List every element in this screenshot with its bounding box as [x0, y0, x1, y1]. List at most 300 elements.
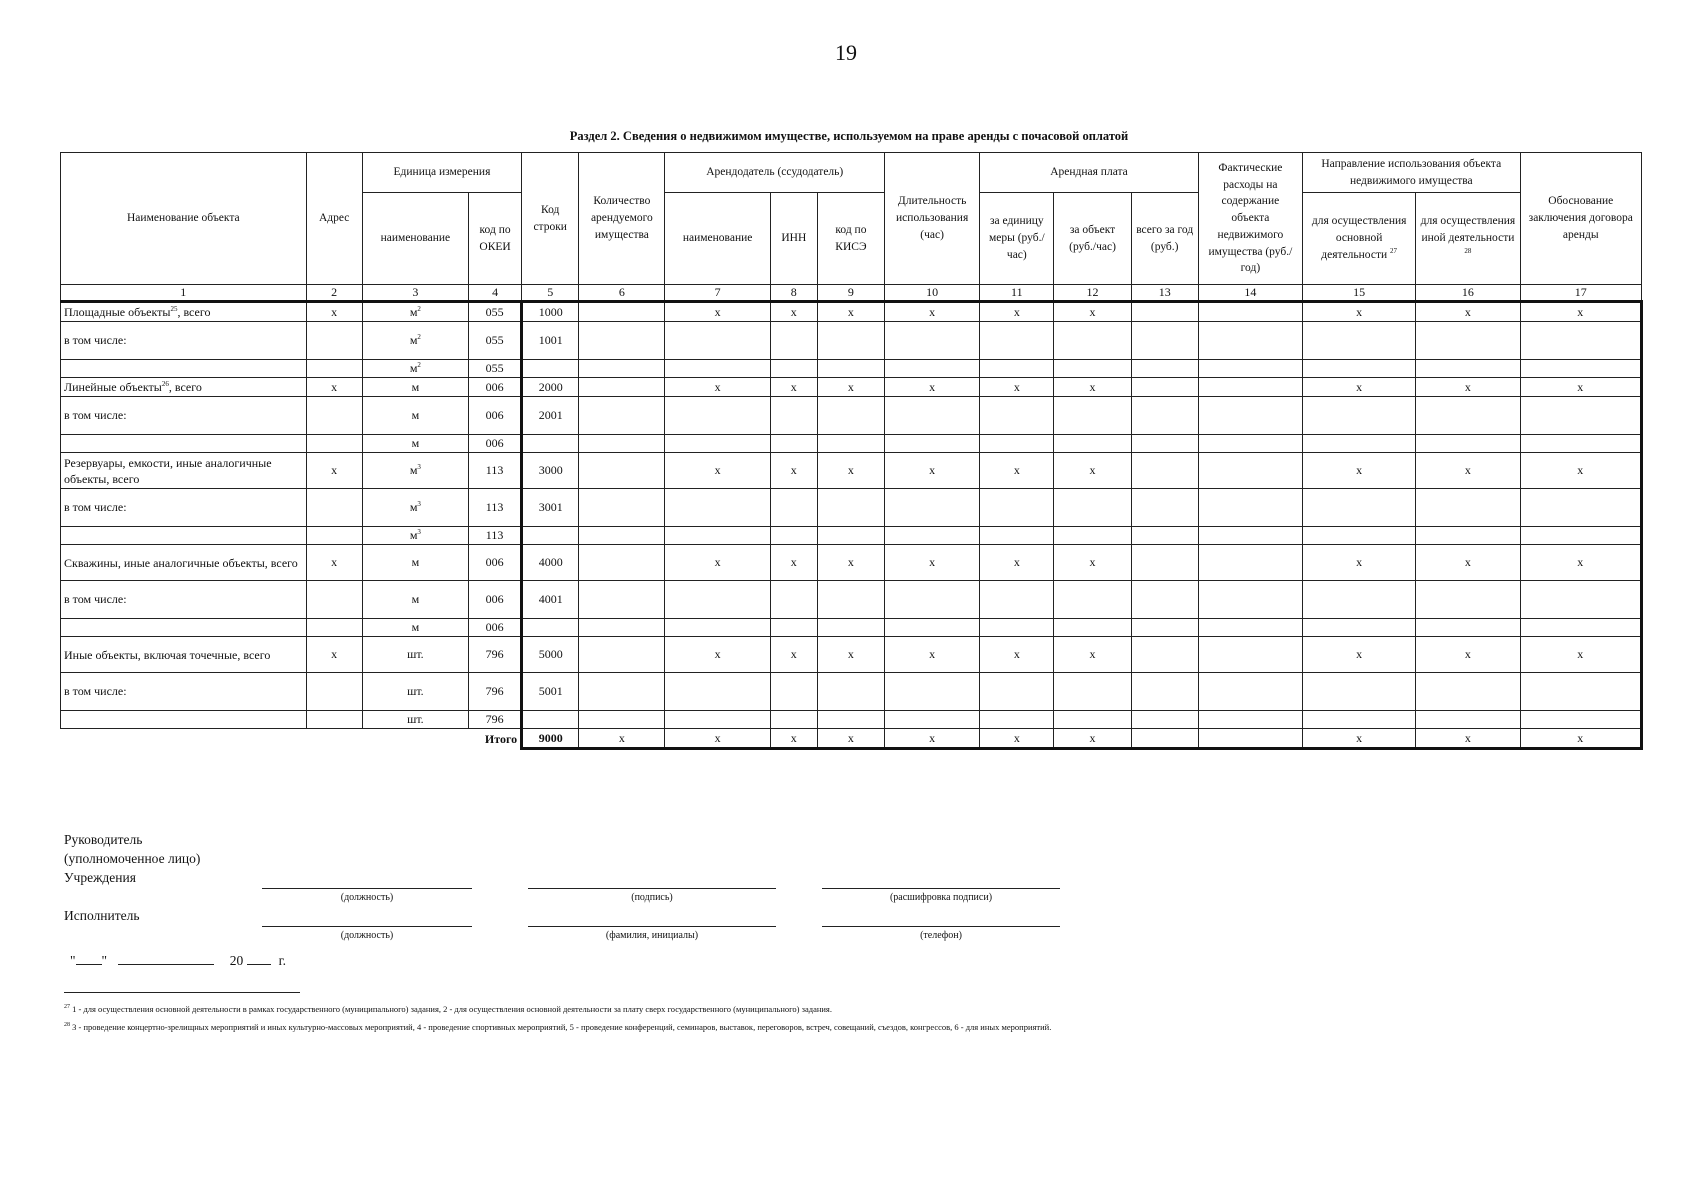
object-name-cell: Резервуары, емкости, иные аналогичные объекты, всего [61, 453, 307, 489]
x-mark-cell: х [1416, 378, 1520, 397]
empty-cell [665, 619, 770, 637]
x-mark-cell: х [1303, 545, 1416, 581]
table-row [61, 619, 1642, 637]
header-address: Адрес [306, 153, 362, 285]
empty-cell [1198, 581, 1302, 619]
empty-cell [61, 360, 307, 378]
line-code-cell: 5001 [522, 673, 579, 711]
date-line: " " 20 г. [70, 953, 287, 968]
empty-cell [1416, 527, 1520, 545]
empty-cell [1131, 435, 1198, 453]
column-number: 5 [522, 285, 579, 302]
unit-name-cell: м [362, 619, 468, 637]
empty-cell [1416, 435, 1520, 453]
empty-cell [1054, 673, 1131, 711]
empty-cell [1416, 619, 1520, 637]
empty-cell [1198, 322, 1302, 360]
empty-cell [1520, 360, 1641, 378]
column-number: 15 [1303, 285, 1416, 302]
empty-cell [306, 619, 362, 637]
column-number: 14 [1198, 285, 1302, 302]
empty-cell [1198, 489, 1302, 527]
empty-cell [1054, 711, 1131, 729]
empty-cell [1054, 322, 1131, 360]
object-name-cell: Площадные объекты$^{25}$, всего [61, 302, 307, 322]
column-number: 16 [1416, 285, 1520, 302]
empty-cell [1198, 711, 1302, 729]
empty-cell [885, 527, 980, 545]
empty-cell [522, 435, 579, 453]
empty-cell [817, 673, 884, 711]
executor-label: Исполнитель [64, 908, 140, 923]
x-mark-cell: х [306, 302, 362, 322]
empty-cell [817, 397, 884, 435]
header-line-code: Код строки [522, 153, 579, 285]
column-number: 11 [980, 285, 1054, 302]
x-mark-cell: х [817, 453, 884, 489]
empty-cell [885, 435, 980, 453]
unit-name-cell: $м^3$ [362, 527, 468, 545]
empty-cell [885, 489, 980, 527]
x-mark-cell: х [817, 302, 884, 322]
x-mark-cell: х [817, 378, 884, 397]
x-mark-cell: х [770, 545, 817, 581]
empty-cell [817, 619, 884, 637]
empty-cell [980, 581, 1054, 619]
x-mark-cell: х [579, 729, 665, 749]
header-kise: код по КИСЭ [817, 193, 884, 285]
column-number: 12 [1054, 285, 1131, 302]
empty-cell [665, 673, 770, 711]
including-label: в том числе: [61, 397, 307, 435]
x-mark-cell: х [980, 378, 1054, 397]
empty-cell [817, 322, 884, 360]
x-mark-cell: х [1054, 545, 1131, 581]
empty-cell [770, 711, 817, 729]
section-title: Раздел 2. Сведения о недвижимом имуществе, используемом на праве аренды с почасовой оплатой [569, 129, 1129, 143]
table-row [61, 711, 1642, 729]
table-row [61, 545, 1642, 581]
including-label: в том числе: [61, 322, 307, 360]
header-basis: Обоснование заключения договора аренды [1520, 153, 1641, 285]
header-unit-group: Единица измерения [362, 153, 521, 193]
empty-cell [1416, 673, 1520, 711]
empty-cell [1520, 489, 1641, 527]
okei-code-cell: 055 [469, 322, 522, 360]
rent-table [60, 152, 1643, 750]
x-mark-cell: х [306, 453, 362, 489]
empty-cell [579, 397, 665, 435]
empty-cell [1054, 489, 1131, 527]
header-actual-expenses: Фактические расходы на содержание объекта недвижимого имущества (руб./год) [1198, 153, 1302, 285]
table-row [61, 453, 1642, 489]
table-row [61, 673, 1642, 711]
column-number: 3 [362, 285, 468, 302]
total-line-code: 9000 [522, 729, 579, 749]
empty-cell [1054, 527, 1131, 545]
empty-cell [1416, 397, 1520, 435]
okei-code-cell: 113 [469, 489, 522, 527]
x-mark-cell: х [885, 302, 980, 322]
unit-name-cell: м [362, 545, 468, 581]
empty-cell [1198, 378, 1302, 397]
empty-cell [522, 527, 579, 545]
empty-cell [61, 435, 307, 453]
empty-cell [1303, 322, 1416, 360]
column-number: 7 [665, 285, 770, 302]
position-caption: (должность) [340, 892, 394, 903]
empty-cell [61, 619, 307, 637]
empty-cell [579, 619, 665, 637]
including-label: в том числе: [61, 489, 307, 527]
total-label: Итого [61, 729, 522, 749]
empty-cell [770, 489, 817, 527]
head-label-3: Учреждения [64, 870, 136, 885]
empty-cell [1054, 619, 1131, 637]
empty-cell [980, 489, 1054, 527]
empty-cell [817, 711, 884, 729]
empty-cell [1198, 545, 1302, 581]
table-row [61, 322, 1642, 360]
header-rent-unit: за единицу меры (руб./час) [980, 193, 1054, 285]
empty-cell [770, 581, 817, 619]
okei-code-cell: 796 [469, 673, 522, 711]
x-mark-cell: х [1416, 637, 1520, 673]
empty-cell [306, 673, 362, 711]
empty-cell [579, 581, 665, 619]
empty-cell [579, 435, 665, 453]
object-name-cell: Линейные объекты$^{26}$, всего [61, 378, 307, 397]
unit-name-cell: шт. [362, 711, 468, 729]
empty-cell [1198, 637, 1302, 673]
empty-cell [1054, 581, 1131, 619]
x-mark-cell: х [980, 302, 1054, 322]
x-mark-cell: х [665, 637, 770, 673]
x-mark-cell: х [980, 545, 1054, 581]
column-number: 2 [306, 285, 362, 302]
empty-cell [980, 527, 1054, 545]
empty-cell [579, 453, 665, 489]
empty-cell [1131, 581, 1198, 619]
x-mark-cell: х [770, 453, 817, 489]
okei-code-cell: 055 [469, 360, 522, 378]
empty-cell [665, 397, 770, 435]
empty-cell [61, 527, 307, 545]
empty-cell [665, 527, 770, 545]
header-unit-code: код по ОКЕИ [469, 193, 522, 285]
executor-position-caption: (должность) [340, 930, 394, 941]
x-mark-cell: х [1520, 302, 1641, 322]
header-rent-object: за объект (руб./час) [1054, 193, 1131, 285]
x-mark-cell: х [306, 545, 362, 581]
x-mark-cell: х [1520, 729, 1641, 749]
empty-cell [665, 360, 770, 378]
empty-cell [1303, 435, 1416, 453]
empty-cell [1416, 489, 1520, 527]
okei-code-cell: 006 [469, 619, 522, 637]
empty-cell [306, 527, 362, 545]
empty-cell [817, 581, 884, 619]
line-code-cell: 2000 [522, 378, 579, 397]
unit-name-cell: $м^3$ [362, 489, 468, 527]
empty-cell [1416, 322, 1520, 360]
empty-cell [522, 360, 579, 378]
empty-cell [885, 322, 980, 360]
empty-cell [885, 360, 980, 378]
table-row [61, 397, 1642, 435]
unit-name-cell: $м^2$ [362, 322, 468, 360]
empty-cell [885, 581, 980, 619]
column-number: 6 [579, 285, 665, 302]
x-mark-cell: х [1520, 637, 1641, 673]
empty-cell [306, 397, 362, 435]
head-signature-line [528, 888, 776, 889]
empty-cell [1054, 435, 1131, 453]
x-mark-cell: х [665, 378, 770, 397]
x-mark-cell: х [306, 378, 362, 397]
x-mark-cell: х [980, 729, 1054, 749]
column-number: 13 [1131, 285, 1198, 302]
empty-cell [1131, 302, 1198, 322]
x-mark-cell: х [1416, 729, 1520, 749]
empty-cell [770, 619, 817, 637]
empty-cell [1131, 453, 1198, 489]
including-label: в том числе: [61, 673, 307, 711]
empty-cell [522, 619, 579, 637]
footnote-separator [64, 992, 300, 993]
empty-cell [1131, 637, 1198, 673]
empty-cell [1198, 729, 1302, 749]
head-position-line [262, 888, 472, 889]
column-number: 9 [817, 285, 884, 302]
empty-cell [579, 489, 665, 527]
empty-cell [665, 489, 770, 527]
empty-cell [665, 435, 770, 453]
empty-cell [817, 435, 884, 453]
table-row [61, 302, 1642, 322]
line-code-cell: 3000 [522, 453, 579, 489]
x-mark-cell: х [1303, 378, 1416, 397]
header-rent-group: Арендная плата [980, 153, 1199, 193]
x-mark-cell: х [1054, 302, 1131, 322]
empty-cell [980, 435, 1054, 453]
empty-cell [1131, 729, 1198, 749]
empty-cell [61, 711, 307, 729]
head-label-2: (уполномоченное лицо) [64, 851, 201, 866]
empty-cell [885, 711, 980, 729]
table-row [61, 581, 1642, 619]
x-mark-cell: х [770, 637, 817, 673]
empty-cell [1131, 673, 1198, 711]
empty-cell [1131, 397, 1198, 435]
header-unit-name: наименование [362, 193, 468, 285]
empty-cell [1520, 435, 1641, 453]
x-mark-cell: х [665, 453, 770, 489]
unit-name-cell: м [362, 581, 468, 619]
x-mark-cell: х [980, 637, 1054, 673]
okei-code-cell: 006 [469, 435, 522, 453]
header-quantity: Количество арендуемого имущества [579, 153, 665, 285]
empty-cell [1520, 619, 1641, 637]
empty-cell [1303, 489, 1416, 527]
empty-cell [770, 360, 817, 378]
executor-phone-line [822, 926, 1060, 927]
x-mark-cell: х [770, 302, 817, 322]
x-mark-cell: х [817, 637, 884, 673]
empty-cell [306, 581, 362, 619]
empty-cell [1131, 527, 1198, 545]
empty-cell [1054, 360, 1131, 378]
x-mark-cell: х [885, 378, 980, 397]
x-mark-cell: х [306, 637, 362, 673]
x-mark-cell: х [1416, 453, 1520, 489]
x-mark-cell: х [885, 545, 980, 581]
decoding-caption: (расшифровка подписи) [889, 892, 993, 903]
x-mark-cell: х [665, 545, 770, 581]
column-numbers-row [61, 285, 1642, 302]
header-lessor-name: наименование [665, 193, 770, 285]
header-other-activity: для осуществления иной деятельности $^{28}$ [1416, 193, 1520, 285]
empty-cell [306, 435, 362, 453]
x-mark-cell: х [1303, 302, 1416, 322]
x-mark-cell: х [1054, 729, 1131, 749]
empty-cell [1131, 378, 1198, 397]
header-main-activity: для осуществления основной деятельности $^{27}$ [1303, 193, 1416, 285]
x-mark-cell: х [1520, 545, 1641, 581]
empty-cell [1131, 619, 1198, 637]
line-code-cell: 1001 [522, 322, 579, 360]
empty-cell [885, 619, 980, 637]
x-mark-cell: х [1520, 378, 1641, 397]
column-number: 17 [1520, 285, 1641, 302]
empty-cell [980, 619, 1054, 637]
empty-cell [579, 637, 665, 673]
column-number: 8 [770, 285, 817, 302]
empty-cell [665, 322, 770, 360]
unit-name-cell: м [362, 397, 468, 435]
x-mark-cell: х [817, 729, 884, 749]
empty-cell [665, 581, 770, 619]
empty-cell [817, 489, 884, 527]
empty-cell [1303, 581, 1416, 619]
okei-code-cell: 113 [469, 453, 522, 489]
empty-cell [770, 673, 817, 711]
line-code-cell: 2001 [522, 397, 579, 435]
empty-cell [1520, 527, 1641, 545]
empty-cell [306, 711, 362, 729]
empty-cell [579, 322, 665, 360]
empty-cell [522, 711, 579, 729]
empty-cell [1198, 527, 1302, 545]
okei-code-cell: 006 [469, 397, 522, 435]
empty-cell [1520, 397, 1641, 435]
empty-cell [579, 673, 665, 711]
empty-cell [1303, 360, 1416, 378]
empty-cell [1198, 453, 1302, 489]
empty-cell [306, 360, 362, 378]
empty-cell [1131, 489, 1198, 527]
x-mark-cell: х [770, 729, 817, 749]
footnote-27: $^{27}$ 1 - для осуществления основной деятельности в рамках государственного (муниципального) задания, 2 - для осуществления основной деятельности за плату сверх государственного (муниципального) задания. [64, 1004, 832, 1014]
x-mark-cell: х [770, 378, 817, 397]
empty-cell [770, 397, 817, 435]
signature-caption: (подпись) [631, 892, 673, 903]
empty-cell [1198, 397, 1302, 435]
head-decoding-line [822, 888, 1060, 889]
okei-code-cell: 796 [469, 711, 522, 729]
head-label-1: Руководитель [64, 832, 143, 847]
phone-caption: (телефон) [920, 930, 962, 941]
including-label: в том числе: [61, 581, 307, 619]
empty-cell [1303, 527, 1416, 545]
column-number: 4 [469, 285, 522, 302]
x-mark-cell: х [885, 453, 980, 489]
empty-cell [1198, 619, 1302, 637]
object-name-cell: Иные объекты, включая точечные, всего [61, 637, 307, 673]
empty-cell [306, 489, 362, 527]
unit-name-cell: м [362, 435, 468, 453]
x-mark-cell: х [1054, 378, 1131, 397]
empty-cell [306, 322, 362, 360]
empty-cell [579, 302, 665, 322]
x-mark-cell: х [665, 302, 770, 322]
line-code-cell: 5000 [522, 637, 579, 673]
unit-name-cell: шт. [362, 637, 468, 673]
okei-code-cell: 006 [469, 378, 522, 397]
empty-cell [980, 322, 1054, 360]
unit-name-cell: шт. [362, 673, 468, 711]
line-code-cell: 4000 [522, 545, 579, 581]
empty-cell [665, 711, 770, 729]
empty-cell [1303, 619, 1416, 637]
empty-cell [1131, 360, 1198, 378]
empty-cell [1520, 581, 1641, 619]
total-row [61, 729, 1642, 749]
executor-fio-line [528, 926, 776, 927]
empty-cell [885, 397, 980, 435]
unit-name-cell: $м^2$ [362, 360, 468, 378]
empty-cell [1303, 711, 1416, 729]
x-mark-cell: х [1303, 637, 1416, 673]
header-inn: ИНН [770, 193, 817, 285]
x-mark-cell: х [1416, 545, 1520, 581]
okei-code-cell: 055 [469, 302, 522, 322]
unit-name-cell: $м^2$ [362, 302, 468, 322]
empty-cell [770, 527, 817, 545]
table-row [61, 489, 1642, 527]
line-code-cell: 3001 [522, 489, 579, 527]
header-name: Наименование объекта [61, 153, 307, 285]
table-row [61, 637, 1642, 673]
x-mark-cell: х [1303, 729, 1416, 749]
page-number: 19 [835, 40, 857, 65]
empty-cell [1198, 302, 1302, 322]
column-number: 1 [61, 285, 307, 302]
empty-cell [817, 527, 884, 545]
header-lessor-group: Арендодатель (ссудодатель) [665, 153, 885, 193]
empty-cell [1303, 397, 1416, 435]
empty-cell [1198, 435, 1302, 453]
line-code-cell: 1000 [522, 302, 579, 322]
empty-cell [1520, 711, 1641, 729]
empty-cell [980, 360, 1054, 378]
empty-cell [1416, 711, 1520, 729]
empty-cell [770, 322, 817, 360]
column-number: 10 [885, 285, 980, 302]
okei-code-cell: 006 [469, 581, 522, 619]
x-mark-cell: х [1520, 453, 1641, 489]
empty-cell [1303, 673, 1416, 711]
